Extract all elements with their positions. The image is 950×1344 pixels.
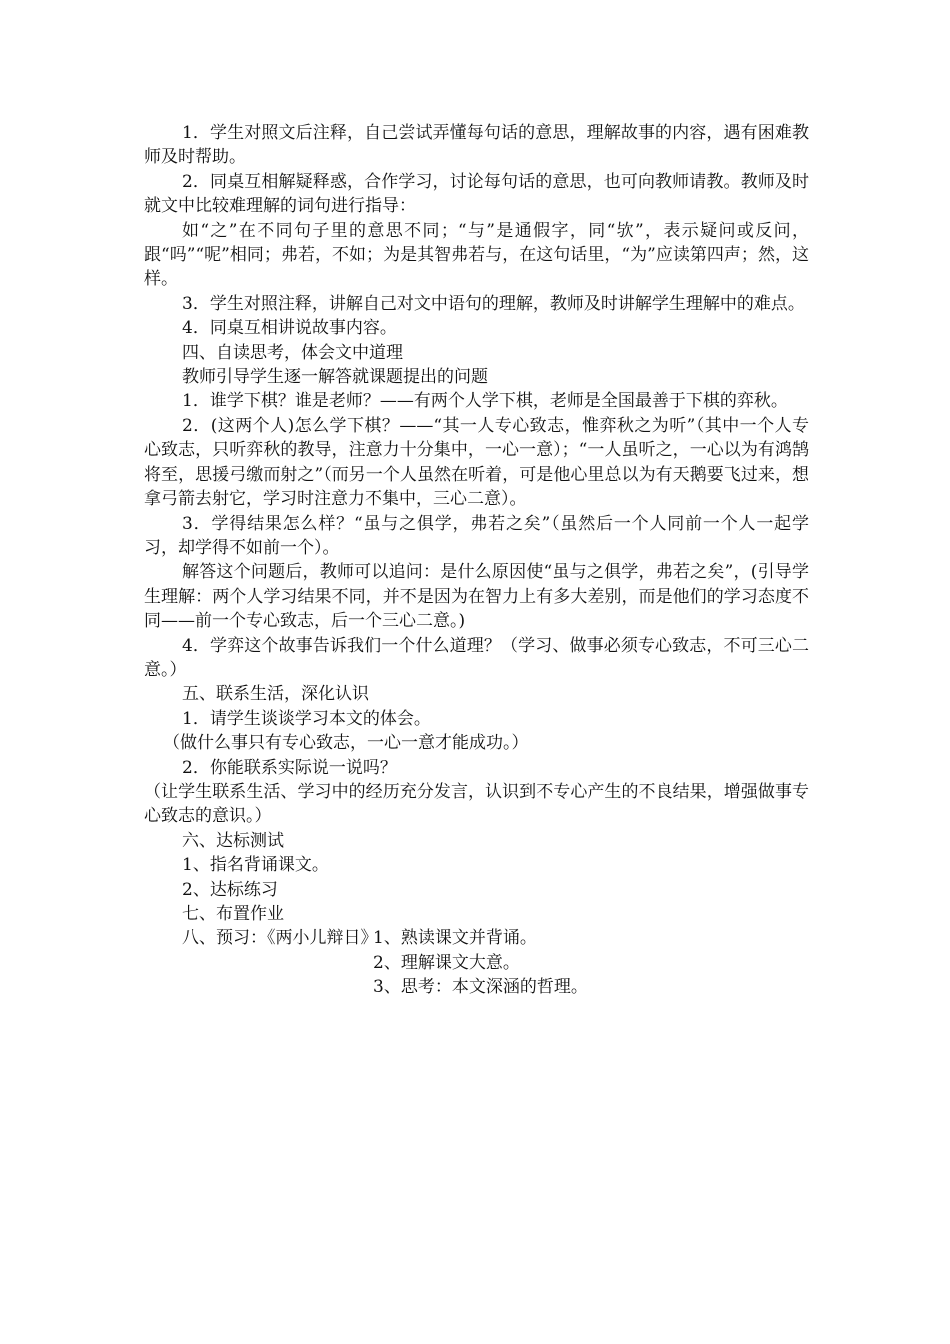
preview-label: 八、预习：《两小儿辩日》 [182, 928, 378, 949]
paragraph-step-2: 2．同桌互相解疑释惑，合作学习，讨论每句话的意思，也可向教师请教。教师及时就文中比较难理解的词句进行指导： [144, 171, 809, 217]
paragraph-teacher-guide: 教师引导学生逐一解答就课题提出的问题 [182, 367, 488, 388]
paragraph-question-4: 4．学弈这个故事告诉我们一个什么道理？（学习、做事必须专心致志，不可三心二意。） [144, 635, 809, 680]
paragraph-example-words: 如“之”在不同句子里的意思不同；“与”是通假字，同“欤”，表示疑问或反问，跟“吗”“呢”相同；弗若，不如；为是其智弗若与，在这句话里，“为”应读第四声；然，这样。 [144, 220, 809, 290]
section-heading-4: 四、自读思考，体会文中道理 [182, 342, 403, 363]
paragraph-question-2: 2．(这两个人)怎么学下棋？——“其一人专心致志，惟弈秋之为听”（其中一个人专心致志，只听弈秋的教导，注意力十分集中，一心一意）；“一人虽听之，一心以为有鸿鹄将至，思援弓缴而射之”（而另一个人虽然在听着，可是他心里总以为有天鹅要飞过来，想拿弓箭去射它，学习时注意力不集中，三心二意）。 [144, 415, 809, 510]
section-heading-7: 七、布置作业 [182, 904, 284, 924]
paragraph-step-1: 1．学生对照文后注释，自己尝试弄懂每句话的意思，理解故事的内容，遇有困难教师及时帮助。 [144, 123, 809, 168]
paragraph-question-1: 1．谁学下棋？谁是老师？——有两个人学下棋，老师是全国最善于下棋的弈秋。 [182, 391, 788, 412]
paragraph-reflection-2: 2．你能联系实际说一说吗？ [182, 757, 397, 778]
section-heading-5: 五、联系生活，深化认识 [182, 684, 369, 705]
section-heading-6: 六、达标测试 [182, 830, 284, 851]
preview-item-1: 1、熟读课文并背诵。 [373, 928, 537, 949]
preview-item-3: 3、思考：本文深涵的哲理。 [373, 977, 588, 998]
preview-row [144, 926, 809, 950]
paragraph-follow-up: 解答这个问题后，教师可以追问：是什么原因使“虽与之俱学，弗若之矣”，(引导学生理解：两个人学习结果不同，并不是因为在智力上有多大差别，而是他们的学习态度不同——前一个专心致志，后一个三心二意。) [144, 562, 809, 632]
paragraph-step-3: 3．学生对照注释，讲解自己对文中语句的理解，教师及时讲解学生理解中的难点。 [182, 293, 805, 314]
paragraph-test-1: 1、指名背诵课文。 [182, 855, 329, 876]
document-body [144, 121, 809, 1000]
paragraph-reflection-2-answer: （让学生联系生活、学习中的经历充分发言，认识到不专心产生的不良结果，增强做事专心致志的意识。） [144, 781, 809, 827]
paragraph-step-4: 4．同桌互相讲说故事内容。 [182, 318, 397, 339]
paragraph-test-2: 2、达标练习 [182, 879, 278, 900]
preview-item-2: 2、理解课文大意。 [373, 952, 520, 973]
paragraph-reflection-1: 1．请学生谈谈学习本文的体会。 [182, 708, 431, 729]
paragraph-question-3: 3．学得结果怎么样？“虽与之俱学，弗若之矣”（虽然后一个人同前一个人一起学习，却学得不如前一个）。 [144, 513, 809, 558]
paragraph-reflection-1-answer: （做什么事只有专心致志，一心一意才能成功。） [163, 733, 529, 754]
